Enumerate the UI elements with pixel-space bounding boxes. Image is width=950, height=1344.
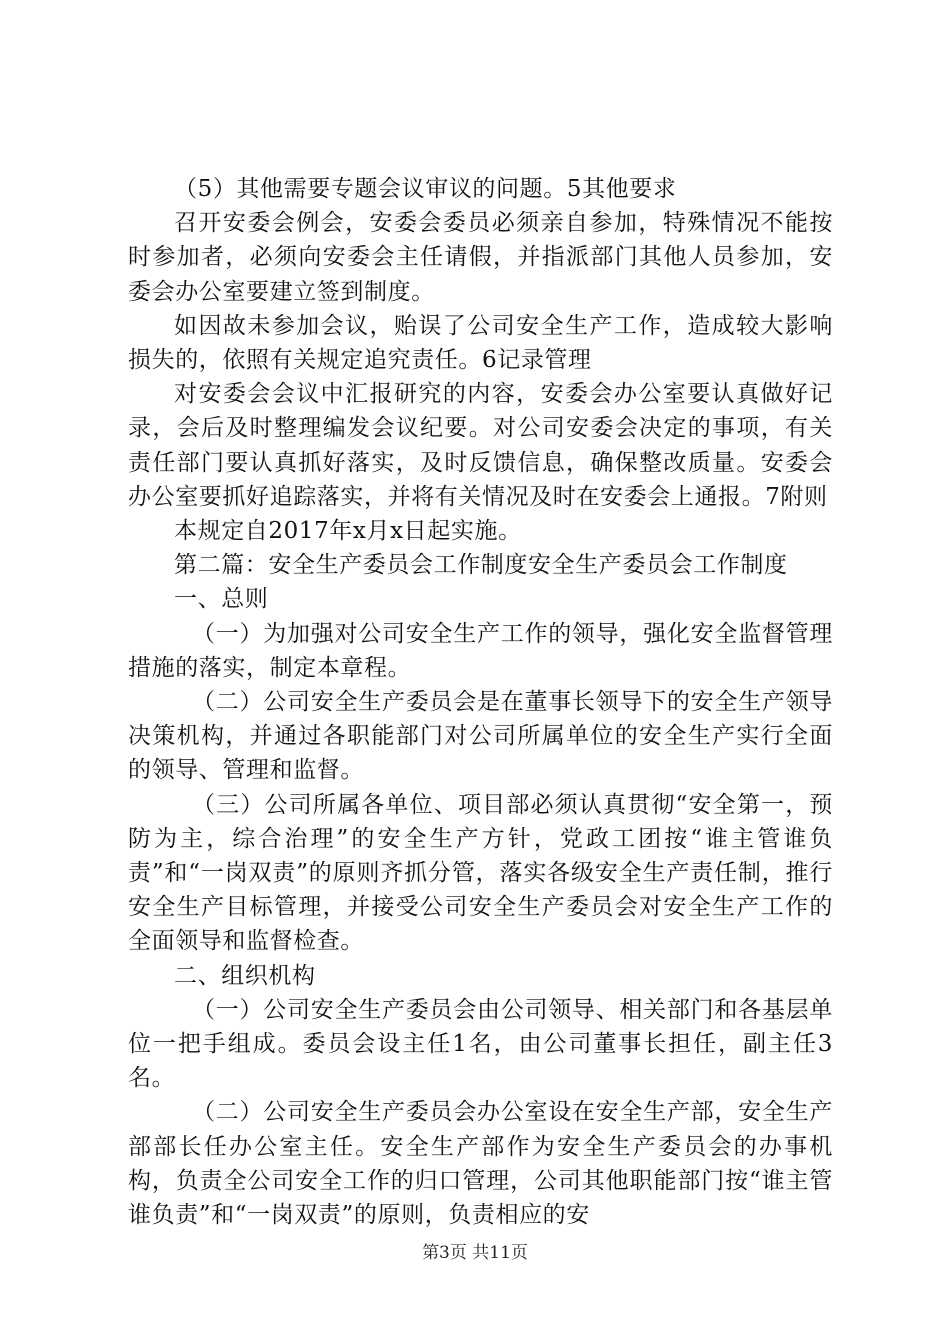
paragraph-5: 本规定自2017年x月x日起实施。 [174, 518, 522, 545]
paragraph-4: 对安委会会议中汇报研究的内容，安委会办公室要认真做好记录，会后及时整理编发会议纪要。对公司安委会决定的事项，有关责任部门要认真抓好落实，及时反馈信息，确保整改质量。安委会办公室要抓好追踪落实，并将有关情况及时在安委会上通报。7附则 [128, 381, 833, 510]
paragraph-2: 召开安委会例会，安委会委员必须亲自参加，特殊情况不能按时参加者，必须向安委会主任请假，并指派部门其他人员参加，安委会办公室要建立签到制度。 [128, 210, 833, 305]
heading-general-rules: 一、总则 [174, 586, 269, 613]
paragraph-general-1: （一）为加强对公司安全生产工作的领导，强化安全监督管理措施的落实，制定本章程。 [128, 620, 833, 681]
heading-organization: 二、组织机构 [174, 962, 316, 989]
paragraph-general-3: （三）公司所属各单位、项目部必须认真贯彻“安全第一，预防为主，综合治理”的安全生产方针，党政工团按“谁主管谁负责”和“一岗双责”的原则齐抓分管，落实各级安全生产责任制，推行安全生产目标管理，并接受公司安全生产委员会对安全生产工作的全面领导和监督检查。 [128, 791, 833, 955]
paragraph-3: 如因故未参加会议，贻误了公司安全生产工作，造成较大影响损失的，依照有关规定追究责任。6记录管理 [128, 312, 833, 374]
document-body [128, 172, 833, 1232]
section-title-part-two: 第二篇：安全生产委员会工作制度安全生产委员会工作制度 [174, 552, 788, 579]
paragraph-organization-1: （一）公司安全生产委员会由公司领导、相关部门和各基层单位一把手组成。委员会设主任1名，由公司董事长担任，副主任3名。 [128, 996, 833, 1092]
paragraph-general-2: （二）公司安全生产委员会是在董事长领导下的安全生产领导决策机构，并通过各职能部门对公司所属单位的安全生产实行全面的领导、管理和监督。 [128, 689, 833, 784]
paragraph-organization-2: （二）公司安全生产委员会办公室设在安全生产部，安全生产部部长任办公室主任。安全生产部作为安全生产委员会的办事机构，负责全公司安全工作的归口管理，公司其他职能部门按“谁主管谁负责”和“一岗双责”的原则，负责相应的安 [128, 1099, 833, 1229]
paragraph-1: （5）其他需要专题会议审议的问题。5其他要求 [174, 176, 677, 202]
page-footer: 第3页 共11页 [422, 1243, 528, 1263]
